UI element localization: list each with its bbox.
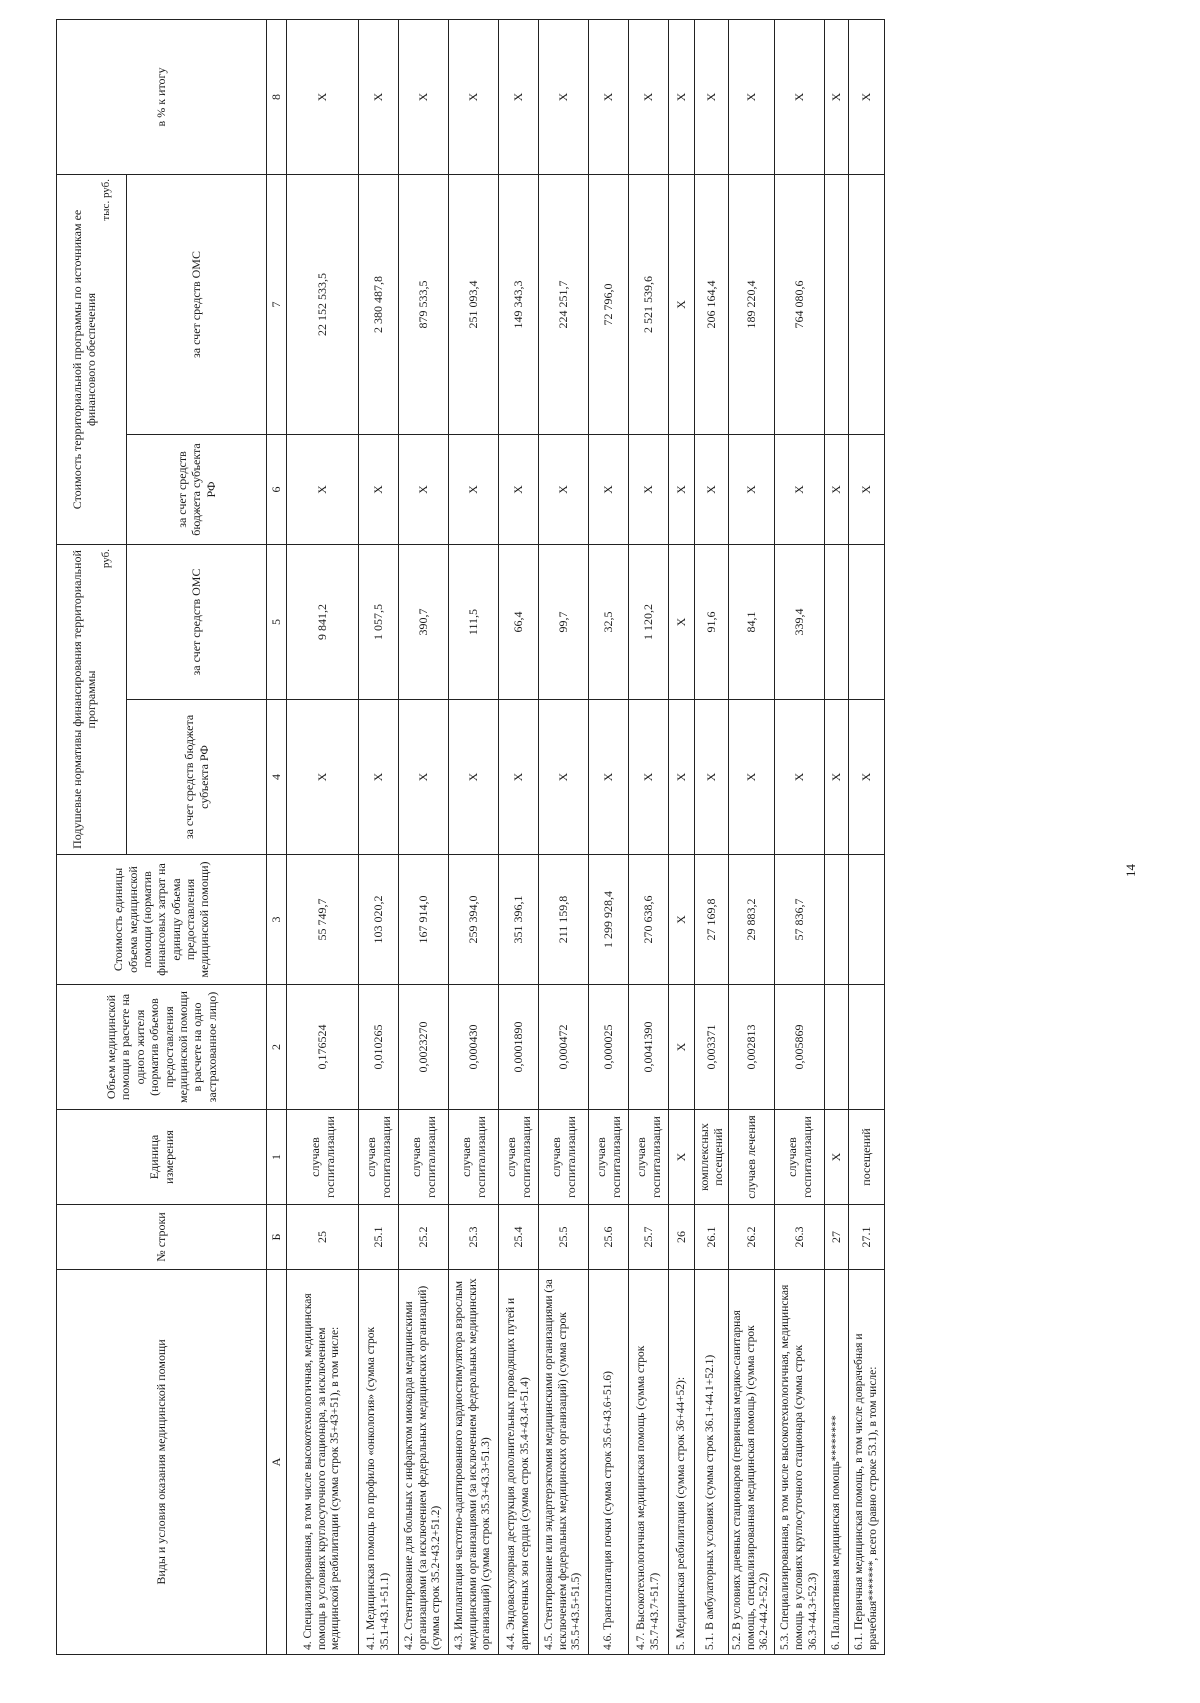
row-norm-oms [825,545,849,700]
row-cost-oms: 22 152 533,5 [287,175,359,435]
row-description: 4. Специализированная, в том числе высокотехнологичная, медицинская помощь в условиях круглосуточного стационара, за исключением медицинской реабилитации (сумма строк 35+43+51), в том числе: [287,1270,359,1655]
row-volume: X [669,985,695,1110]
table-row [669,20,695,1655]
page-number: 14 [1123,864,1138,877]
row-description: 5.2. В условиях дневных стационаров (первичная медико-санитарная помощь, специализированная медицинская помощь) (сумма строк 36.2+44.2+52.2) [728,1270,774,1655]
row-cost-budget: X [728,435,774,545]
header-group-norms-unit: руб. [100,549,113,569]
row-volume: 0,000472 [539,985,589,1110]
row-cost-budget: X [825,435,849,545]
row-volume: 0,176524 [287,985,359,1110]
row-number: 27 [825,1205,849,1270]
row-norm-budget: X [669,700,695,855]
row-cost-oms: 879 533,5 [399,175,449,435]
row-percent: X [359,20,399,175]
row-cost-oms: X [669,175,695,435]
index-cell: 4 [267,700,287,855]
header-group-norms [57,545,127,855]
index-cell: 7 [267,175,287,435]
row-cost-budget: X [359,435,399,545]
row-number: 25.2 [399,1205,449,1270]
row-cost-budget: X [539,435,589,545]
row-norm-oms: 9 841,2 [287,545,359,700]
row-unit: X [825,1110,849,1205]
row-cost-oms [825,175,849,435]
row-volume: 0,010265 [359,985,399,1110]
index-cell: А [267,1270,287,1655]
row-cost-budget: X [589,435,629,545]
table-row [629,20,669,1655]
row-norm-budget: X [359,700,399,855]
table-row [539,20,589,1655]
row-unit: комплексных посещений [695,1110,729,1205]
row-description: 6.1. Первичная медицинская помощь, в том числе доврачебная и врачебная*******, всего (равно строке 53.1), в том числе: [849,1270,885,1655]
header-group-cost-unit: тыс. руб. [100,179,113,221]
row-unit-cost: 55 749,7 [287,855,359,985]
header-group-cost [57,175,127,545]
index-cell: 3 [267,855,287,985]
row-number: 26 [669,1205,695,1270]
row-norm-oms: 111,5 [449,545,499,700]
table-body [287,20,885,1655]
row-norm-oms: X [669,545,695,700]
financing-table [56,19,885,1655]
row-percent: X [287,20,359,175]
header-group-cost-title: Стоимость территориальной программы по источникам ее финансового обеспечения [69,209,98,510]
row-cost-oms: 251 093,4 [449,175,499,435]
row-description: 4.4. Эндоваскулярная деструкция дополнительных проводящих путей и аритмогенных зон сердца (сумма строк 35.4+43.4+51.4) [499,1270,539,1655]
row-number: 25.7 [629,1205,669,1270]
row-number: 26.2 [728,1205,774,1270]
header-col-7: за счет средств ОМС [127,175,267,435]
row-unit-cost: 29 883,2 [728,855,774,985]
row-volume: 0,003371 [695,985,729,1110]
header-col-5: за счет средств ОМС [127,545,267,700]
row-unit: случаев госпитализации [499,1110,539,1205]
row-description: 4.5. Стентирование или эндартерэктомия медицинскими организациями (за исключением федеральных медицинских организаций) (сумма строк 35.5+43.5+51.5) [539,1270,589,1655]
row-percent: X [669,20,695,175]
row-cost-budget: X [695,435,729,545]
row-cost-budget: X [449,435,499,545]
index-cell: Б [267,1205,287,1270]
row-norm-budget: X [629,700,669,855]
row-percent: X [775,20,825,175]
row-unit: случаев госпитализации [539,1110,589,1205]
row-percent: X [539,20,589,175]
index-cell: 8 [267,20,287,175]
row-norm-oms: 84,1 [728,545,774,700]
row-norm-budget: X [589,700,629,855]
row-description: 5.1. В амбулаторных условиях (сумма строк 36.1+44.1+52.1) [695,1270,729,1655]
row-unit-cost: 270 638,6 [629,855,669,985]
header-group-norms-title: Подушевые нормативы финансирования территориальной программы [69,550,98,849]
row-unit-cost: 1 299 928,4 [589,855,629,985]
row-volume: 0,0041390 [629,985,669,1110]
row-volume [849,985,885,1110]
row-norm-budget: X [287,700,359,855]
header-col-1: Единица измерения [57,1110,267,1205]
row-volume [825,985,849,1110]
row-norm-oms: 339,4 [775,545,825,700]
row-cost-budget: X [287,435,359,545]
row-unit-cost: 27 169,8 [695,855,729,985]
row-cost-oms: 224 251,7 [539,175,589,435]
row-description: 4.7. Высокотехнологичная медицинская помощь (сумма строк 35.7+43.7+51.7) [629,1270,669,1655]
table-row [695,20,729,1655]
table-row [449,20,499,1655]
row-norm-oms: 1 057,5 [359,545,399,700]
row-number: 25.6 [589,1205,629,1270]
row-volume: 0,002813 [728,985,774,1110]
row-cost-oms: 149 343,3 [499,175,539,435]
row-cost-oms: 72 796,0 [589,175,629,435]
row-percent: X [695,20,729,175]
table-row [287,20,359,1655]
row-volume: 0,000430 [449,985,499,1110]
row-percent: X [589,20,629,175]
table-row [589,20,629,1655]
row-norm-oms: 1 120,2 [629,545,669,700]
row-cost-oms: 206 164,4 [695,175,729,435]
row-number: 25.5 [539,1205,589,1270]
row-unit: случаев госпитализации [629,1110,669,1205]
row-cost-oms: 2 380 487,8 [359,175,399,435]
table-row [359,20,399,1655]
row-cost-budget: X [399,435,449,545]
row-volume: 0,000025 [589,985,629,1110]
index-cell: 2 [267,985,287,1110]
table-row [849,20,885,1655]
row-norm-oms: 32,5 [589,545,629,700]
row-norm-budget: X [728,700,774,855]
row-number: 25 [287,1205,359,1270]
row-norm-budget: X [849,700,885,855]
row-unit-cost [849,855,885,985]
row-unit-cost: 103 020,2 [359,855,399,985]
row-cost-oms: 189 220,4 [728,175,774,435]
row-cost-oms [849,175,885,435]
row-percent: X [825,20,849,175]
row-unit: случаев госпитализации [589,1110,629,1205]
row-unit: случаев лечения [728,1110,774,1205]
row-cost-budget: X [849,435,885,545]
header-col-4: за счет средств бюджета субъекта РФ [127,700,267,855]
row-cost-budget: X [629,435,669,545]
row-norm-budget: X [499,700,539,855]
row-unit-cost: 351 396,1 [499,855,539,985]
row-percent: X [728,20,774,175]
row-number: 25.4 [499,1205,539,1270]
row-norm-oms: 99,7 [539,545,589,700]
index-cell: 1 [267,1110,287,1205]
row-percent: X [849,20,885,175]
row-percent: X [399,20,449,175]
row-cost-budget: X [775,435,825,545]
row-cost-budget: X [499,435,539,545]
row-norm-budget: X [449,700,499,855]
row-unit: случаев госпитализации [399,1110,449,1205]
row-unit: посещений [849,1110,885,1205]
row-description: 6. Паллиативная медицинская помощь******** [825,1270,849,1655]
row-norm-oms: 66,4 [499,545,539,700]
row-unit-cost: 167 914,0 [399,855,449,985]
row-norm-budget: X [775,700,825,855]
row-number: 27.1 [849,1205,885,1270]
row-unit-cost: X [669,855,695,985]
row-cost-budget: X [669,435,695,545]
row-number: 25.1 [359,1205,399,1270]
row-norm-oms: 91,6 [695,545,729,700]
row-number: 26.3 [775,1205,825,1270]
row-volume: 0,0023270 [399,985,449,1110]
row-norm-oms [849,545,885,700]
row-unit: случаев госпитализации [287,1110,359,1205]
header-col-a: Виды и условия оказания медицинской помощи [57,1270,267,1655]
row-norm-budget: X [399,700,449,855]
header-col-2: Объем медицинской помощи в расчете на одного жителя (норматив объемов предоставления медицинской помощи в расчете на одно застрахованное лицо) [57,985,267,1110]
header-col-b: № строки [57,1205,267,1270]
row-norm-budget: X [825,700,849,855]
header-col-3: Стоимость единицы объема медицинской помощи (норматив финансовых затрат на единицу объема предоставления медицинской помощи) [57,855,267,985]
row-unit: случаев госпитализации [359,1110,399,1205]
header-col-6: за счет средств бюджета субъекта РФ [127,435,267,545]
row-unit-cost [825,855,849,985]
row-unit-cost: 211 159,8 [539,855,589,985]
row-number: 26.1 [695,1205,729,1270]
row-description: 5. Медицинская реабилитация (сумма строк 36+44+52): [669,1270,695,1655]
row-unit-cost: 259 394,0 [449,855,499,985]
row-description: 5.3. Специализированная, в том числе высокотехнологичная, медицинская помощь в условиях круглосуточного стационара (сумма строк 36.3+44.3+52.3) [775,1270,825,1655]
table-row [825,20,849,1655]
row-unit: случаев госпитализации [775,1110,825,1205]
row-percent: X [629,20,669,175]
row-number: 25.3 [449,1205,499,1270]
row-description: 4.2. Стентирование для больных с инфарктом миокарда медицинскими организациями (за исключением федеральных медицинских организаций) (сумма строк 35.2+43.2+51.2) [399,1270,449,1655]
row-cost-oms: 2 521 539,6 [629,175,669,435]
table-row [728,20,774,1655]
row-volume: 0,005869 [775,985,825,1110]
row-norm-oms: 390,7 [399,545,449,700]
index-cell: 6 [267,435,287,545]
row-volume: 0,0001890 [499,985,539,1110]
row-description: 4.1. Медицинская помощь по профилю «онкология» (сумма строк 35.1+43.1+51.1) [359,1270,399,1655]
row-unit: X [669,1110,695,1205]
row-description: 4.6. Трансплантация почки (сумма строк 35.6+43.6+51.6) [589,1270,629,1655]
row-norm-budget: X [539,700,589,855]
row-percent: X [449,20,499,175]
row-norm-budget: X [695,700,729,855]
table-row [499,20,539,1655]
index-cell: 5 [267,545,287,700]
header-col-8: в % к итогу [57,20,267,175]
row-unit-cost: 57 836,7 [775,855,825,985]
row-cost-oms: 764 080,6 [775,175,825,435]
table-row [775,20,825,1655]
row-description: 4.3. Имплантация частотно-адаптированного кардиостимулятора взрослым медицинскими организациями (за исключением федеральных медицинских организаций) (сумма строк 35.3+43.3+51.3) [449,1270,499,1655]
row-unit: случаев госпитализации [449,1110,499,1205]
row-percent: X [499,20,539,175]
table-row [399,20,449,1655]
